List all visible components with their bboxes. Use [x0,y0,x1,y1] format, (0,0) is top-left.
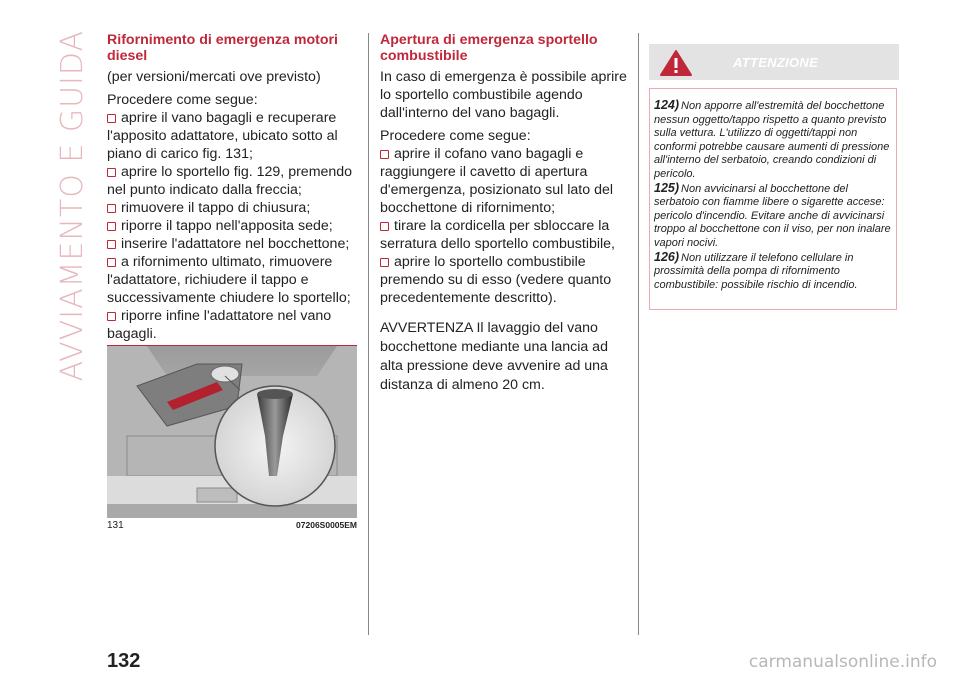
step-text: aprire lo sportello fig. 129, premendo nel punto indicato dalla freccia; [107,164,353,198]
figure-number: 131 [107,520,124,531]
checkbox-bullet-icon [380,222,389,231]
procedure-step [380,253,628,307]
attention-item-number: 126) [654,249,680,264]
procedure-step [107,199,361,217]
step-text: aprire il cofano vano bagagli e raggiungere il cavetto di apertura d'emergenza, posizionato sul lato del bocchettone di rifornimento; [380,146,614,216]
column-divider-2 [638,33,639,635]
trunk-adapter-illustration [107,346,357,518]
attention-item-text: Non apporre all'estremità del bocchettone nessun oggetto/tappo rispetto a quanto previsto sulla vettura. L'utilizzo di oggetti/tappi non conformi potrebbe causare aumenti di pressione all'interno del serbatoio, creando condizioni di pericolo. [654,100,890,180]
attention-header [649,44,899,80]
procedure-step [107,217,361,235]
column-middle [380,32,628,395]
procedure-steps-list-2 [380,145,628,307]
emergency-intro-text: In caso di emergenza è possibile aprire lo sportello combustibile agendo dall'interno del vano bagagli. [380,69,627,121]
procedure-intro: Procedere come segue: [107,92,258,108]
figure-code: 07206S0005EM [296,520,357,530]
step-text: aprire il vano bagagli e recuperare l'apposito adattatore, ubicato sotto al piano di carico fig. 131; [107,110,338,162]
step-text: riporre infine l'adattatore nel vano bagagli. [107,308,332,342]
section-heading-emergency-flap: Apertura di emergenza sportello combustibile [380,32,598,64]
column-divider-1 [368,33,369,635]
procedure-step [107,307,361,343]
avvertenza-note: AVVERTENZA Il lavaggio del vano bocchettone mediante una lancia ad alta pressione deve avvenire ad una distanza di almeno 20 cm. [380,320,608,393]
attention-body [649,88,897,310]
procedure-step [107,235,361,253]
attention-box [649,44,899,312]
figure-caption [107,520,357,531]
checkbox-bullet-icon [107,312,116,321]
attention-item [654,251,892,293]
figure-131-image [107,345,357,518]
attention-item-text: Non avvicinarsi al bocchettone del serbatoio con fiamme libere o sigarette accese: pericolo d'incendio. Evitare anche di avvicinarsi troppo al bocchettone con il viso, per non inalare vapori nocivi. [654,182,891,249]
column-left [107,32,361,343]
checkbox-bullet-icon [107,240,116,249]
procedure-step [107,253,361,307]
checkbox-bullet-icon [107,114,116,123]
procedure-intro-2: Procedere come segue: [380,128,531,144]
procedure-step [380,217,628,253]
step-text: riporre il tappo nell'apposita sede; [121,218,333,234]
checkbox-bullet-icon [107,258,116,267]
attention-item-text: Non utilizzare il telefono cellulare in prossimità della pompa di rifornimento combustibile: possibile rischio di incendio. [654,251,858,291]
procedure-step [107,163,361,199]
section-heading-diesel-refuel: Rifornimento di emergenza motori diesel [107,32,338,64]
attention-item-number: 125) [654,180,680,195]
step-text: a rifornimento ultimato, rimuovere l'adattatore, richiudere il tappo e successivamente chiudere lo sportello; [107,254,351,306]
step-text: inserire l'adattatore nel bocchettone; [121,236,350,252]
procedure-step [380,145,628,217]
watermark-text: carmanualsonline.info [748,652,937,672]
step-text: tirare la cordicella per sbloccare la serratura dello sportello combustibile, [380,218,615,252]
attention-title: ATTENZIONE [733,55,819,70]
page-number: 132 [107,650,141,672]
step-text: aprire lo sportello combustibile premendo su di esso (vedere quanto precedentemente descritto). [380,254,612,306]
attention-item-number: 124) [654,98,680,112]
checkbox-bullet-icon [380,150,389,159]
procedure-step [107,109,361,163]
checkbox-bullet-icon [107,204,116,213]
checkbox-bullet-icon [107,222,116,231]
step-text: rimuovere il tappo di chiusura; [121,200,311,216]
checkbox-bullet-icon [380,258,389,267]
warning-triangle-icon [659,49,693,77]
version-note: (per versioni/mercati ove previsto) [107,69,321,85]
attention-item [654,182,892,251]
checkbox-bullet-icon [107,168,116,177]
section-side-title: AVVIAMENTO E GUIDA [55,30,90,382]
attention-item [654,99,892,182]
procedure-steps-list [107,109,361,343]
